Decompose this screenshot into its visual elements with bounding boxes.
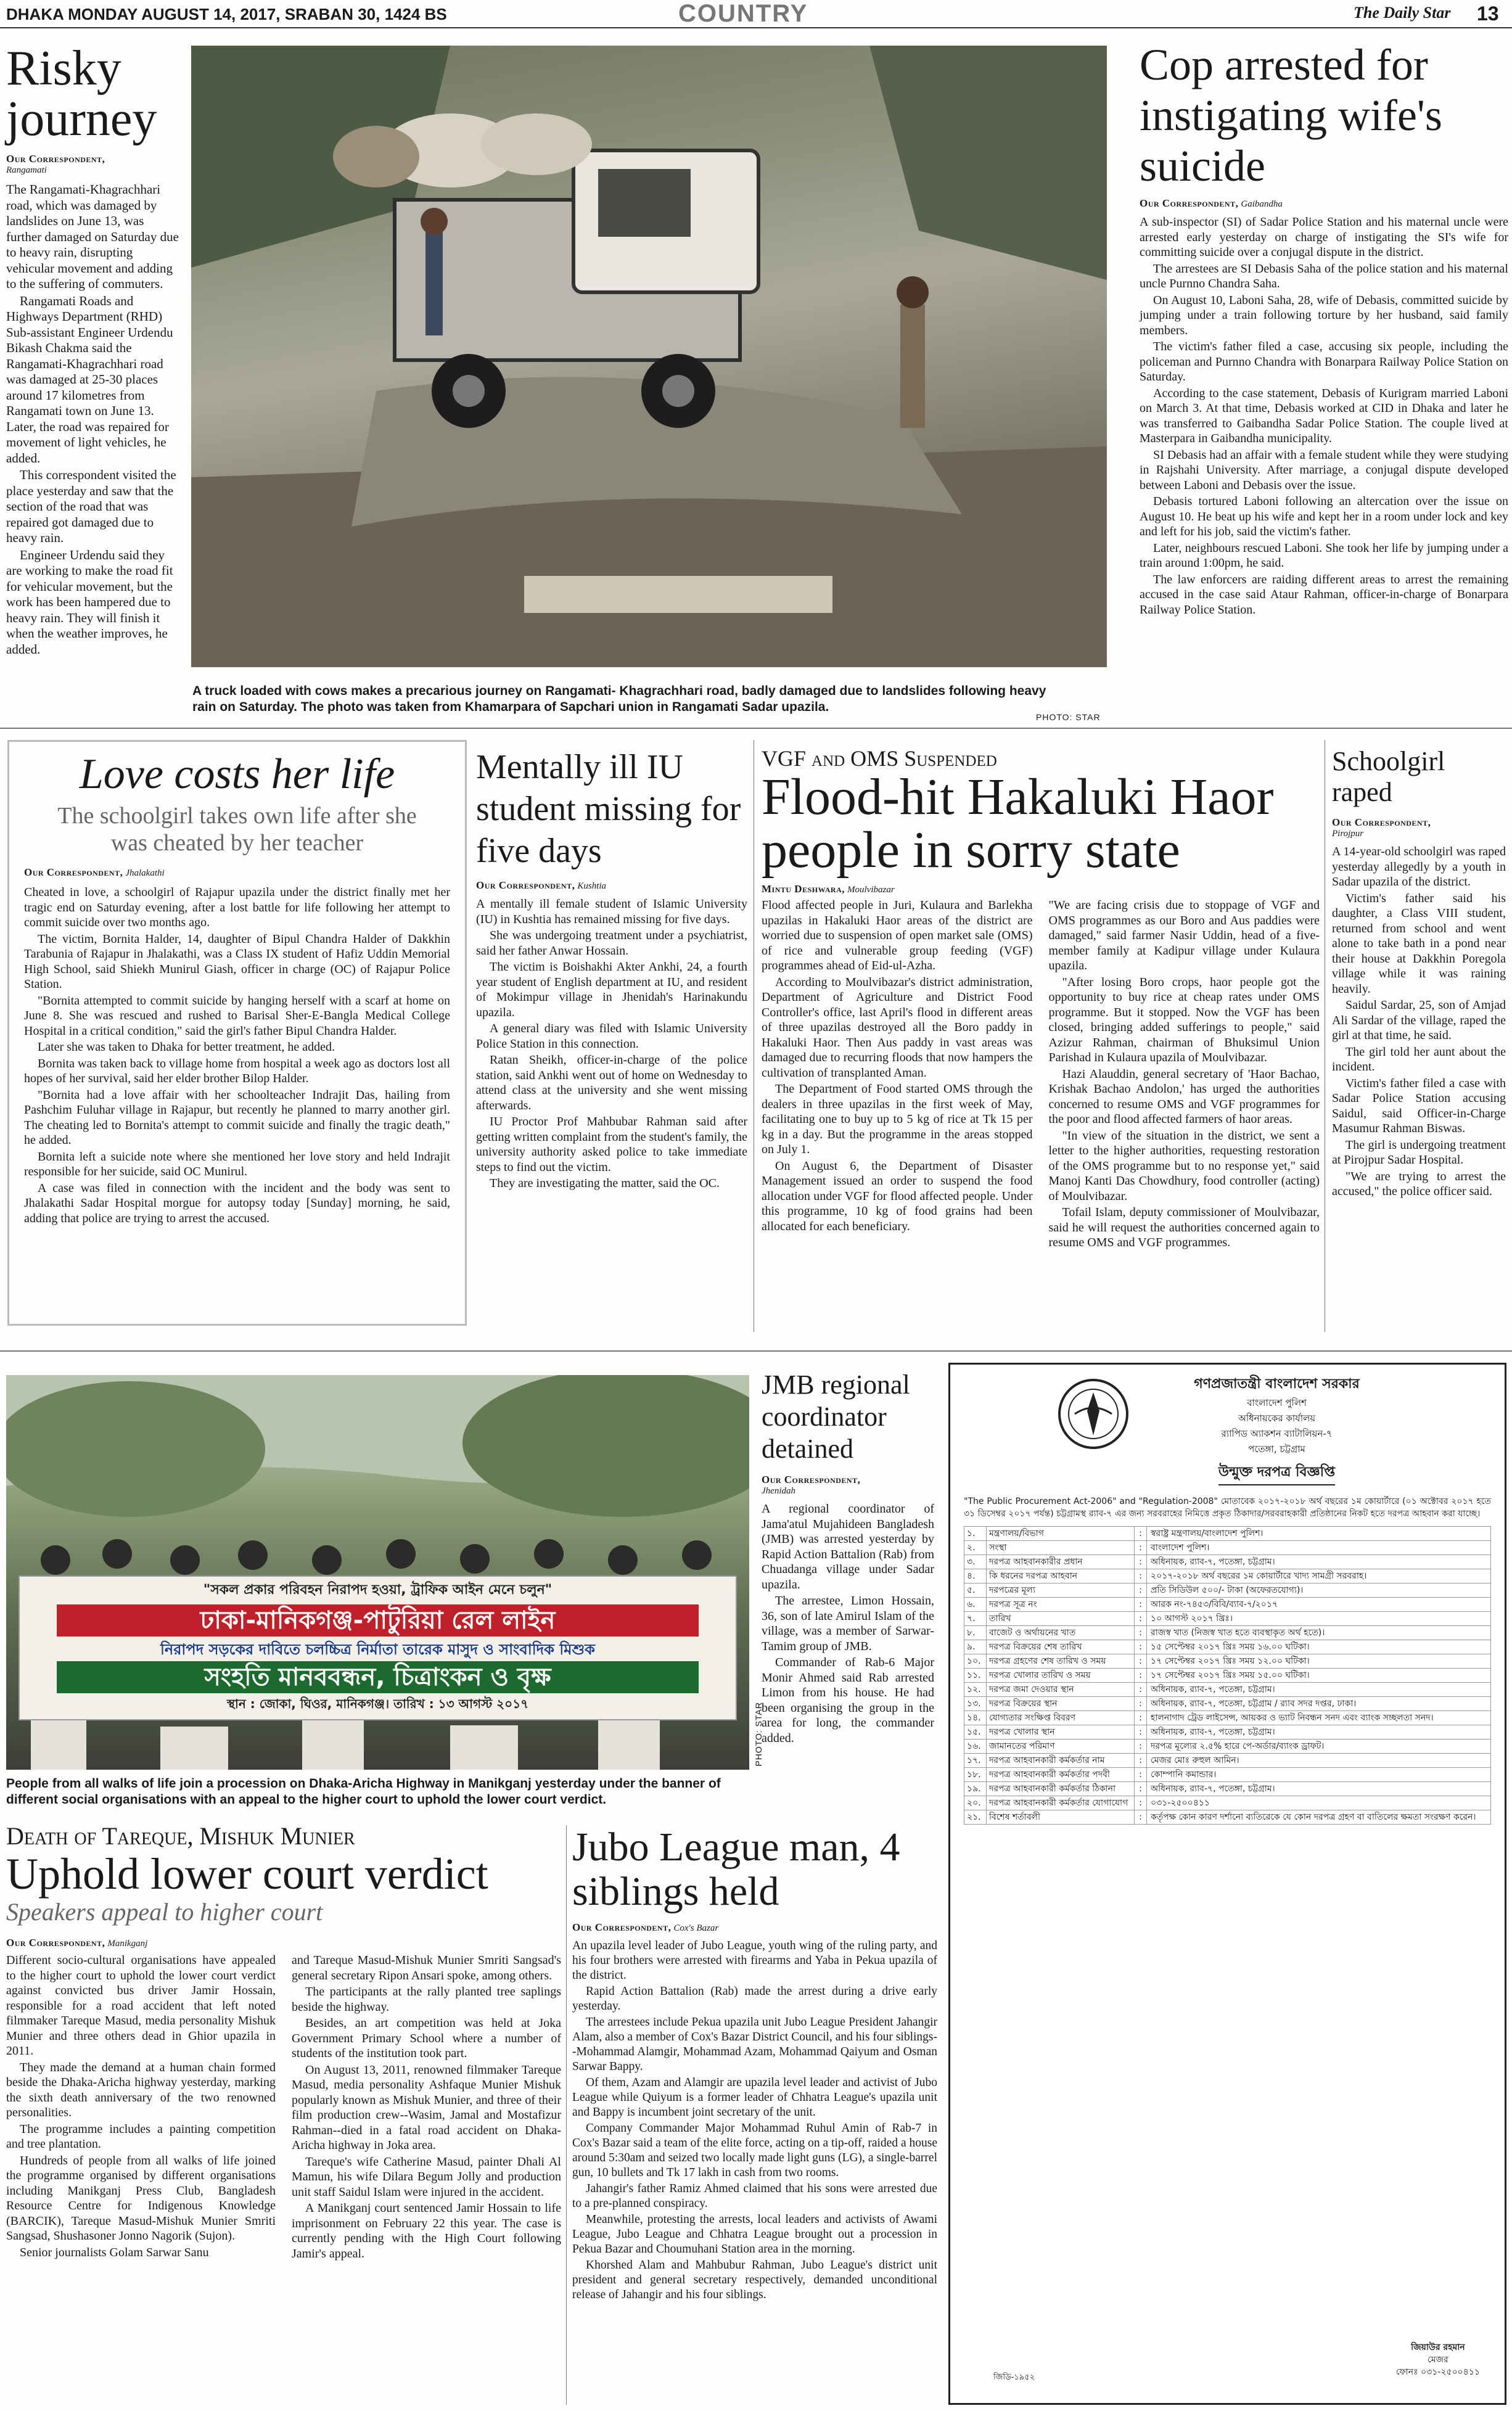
paragraph: Besides, an art competition was held at Joka Government Primary School where a number of students of the institution took part.	[292, 2016, 561, 2060]
paragraph: Ratan Sheikh, officer-in-charge of the police station, said Ankhi went out of home on Wednesday to attend class at the university and she went missing afterwards.	[476, 1053, 747, 1112]
risky-article	[6, 43, 182, 659]
paragraph: She was undergoing treatment under a psychiatrist, said her father Anwar Hossain.	[476, 929, 747, 958]
notice-intro: "The Public Procurement Act-2006" and "Regulation-2008" মোতাবেক ২০১৭-২০১৮ অর্থ বছরের ১ম কোয়ার্টারে (০১ অক্টোবর ২০১৭ হতে ৩১ ডিসেম্বর ২০১৭ পর্যন্ত) চট্টগ্রামস্থ র‌্যাব-৭ এর জন্য সরবরাহের নিমিত্তে প্রকৃত ঠিকাদার/সরবরাহকারী প্রতিষ্ঠানের নিকট হতে দরপত্র আহবান করা যাচ্ছে।	[964, 1497, 1491, 1519]
verdict-body-col2	[292, 1953, 561, 2262]
paper-name: The Daily Star	[1354, 4, 1451, 22]
jubo-body	[572, 1939, 937, 2302]
jubo-byline: Our Correspondent,	[572, 1921, 672, 1933]
jmb-article	[762, 1369, 934, 1747]
paragraph: An upazila level leader of Jubo League, youth wing of the ruling party, and his four brothers were arrested with firearms and Yaba in Pekua upazila of the district.	[572, 1939, 937, 1982]
truck-photo	[191, 46, 1107, 667]
table-row: ১৬. জামানতের পরিমাণ : দরপত্র মূল্যের ২.৫% হারে পে-অর্ডার/ব্যাংক ড্রাফট।	[964, 1739, 1490, 1754]
paragraph: Meanwhile, protesting the arrests, local leaders and activists of Awami League, Jubo League and Chhatra League brought out a procession in Pekua Bazar and Choumuhani Station area in the morning.	[572, 2213, 937, 2256]
schoolgirl-byline: Our Correspondent,	[1332, 816, 1431, 828]
schoolgirl-headline: Schoolgirl raped	[1332, 746, 1445, 807]
table-row: ১৯. দরপত্র আহবানকারী কর্মকর্তার ঠিকানা : অধিনায়ক, র‌্যাব-৭, পতেঙ্গা, চট্টগ্রাম।	[964, 1782, 1490, 1796]
paragraph: The Department of Food started OMS through the dealers in three upazilas in the first week of May, facilitating one to buy up to 5 kg of rice at Tk 15 per kg in a day. But the programme in the areas stopped on July 1.	[762, 1082, 1033, 1156]
verdict-kicker: Death of Tareque, Mishuk Munier	[6, 1822, 355, 1850]
risky-byline: Our Correspondent,	[6, 153, 105, 165]
divider	[566, 1825, 567, 2405]
paragraph: Victim's father said his daughter, a Class VIII student, returned from school and went alone to take bath in a pond near their house at Dakkhin Poregola village while it was raining heavily.	[1332, 891, 1506, 996]
jubo-article	[572, 1825, 937, 2304]
table-row: ৫. দরপত্রের মূল্য : প্রতি সিডিউল ৫০০/- টাকা (অফেরতযোগ্য)।	[964, 1583, 1490, 1598]
paragraph: A sub-inspector (SI) of Sadar Police Station and his maternal uncle were arrested early yesterday on charge of instigating the SI's wife for committing suicide over a conjugal dispute in the district.	[1140, 215, 1508, 259]
paragraph: On August 6, the Department of Disaster Management issued an order to suspend the food allocation under VGF for flood affected people. Under this programme, 10 kg of food grains had been allocated for each beneficiary.	[762, 1159, 1033, 1233]
paragraph: Cheated in love, a schoolgirl of Rajapur upazila under the district finally met her tragic end on Saturday evening, after a lost battle for life following her attempt to commit suicide over two months ago.	[24, 885, 450, 929]
paragraph: A case was filed in connection with the incident and the body was sent to Jhalakathi Sadar Hospital morgue for autopsy today [Sunday] morning, he said, adding that police are trying to arrest the accused.	[24, 1181, 450, 1225]
verdict-headline: Uphold lower court verdict	[6, 1849, 488, 1899]
table-row: ৩. দরপত্র আহবানকারীর প্রধান : অধিনায়ক, র‌্যাব-৭, পতেঙ্গা, চট্টগ্রাম।	[964, 1555, 1490, 1569]
table-row: ২. সংস্থা : বাংলাদেশ পুলিশ।	[964, 1541, 1490, 1555]
risky-headline: Risky journey	[6, 41, 157, 146]
truck-caption: A truck loaded with cows makes a precarious journey on Rangamati- Khagrachhari road, badly damaged due to landslides following heavy rain on Saturday. The photo was taken from Khamarpara of Sapchari union in Rangamati Sadar upazila.	[192, 684, 1046, 714]
procession-photo-credit: PHOTO: STAR	[754, 1702, 763, 1767]
haor-body-col2	[1049, 898, 1320, 1252]
masthead-dateline: DHAKA MONDAY AUGUST 14, 2017, SRABAN 30, 1424 BS	[6, 5, 447, 23]
paragraph: Company Commander Major Mohammad Ruhul Amin of Rab-7 in Cox's Bazar said a team of the elite force, acting on a tip-off, raided a house around 5:30am and seized two locally made light guns (LG), a single-barrel gun, 10 bullets and Tk 17 lakh in cash from two rooms.	[572, 2122, 937, 2179]
paragraph: The arrestees include Pekua upazila unit Jubo League President Jahangir Alam, also a member of Cox's Bazar District Council, and his four siblings--Mohammad Alamgir, Mohammad Azam, Mohammad Qaiyum and Osman Sarwar Bappy.	[572, 2016, 937, 2073]
paragraph: According to Moulvibazar's district administration, Department of Agriculture and District Food Controller's office, last April's flood in different areas of three upazilas destroyed all the Boro paddy in Hakaluki Haor. Then Aus paddy in vast areas was damaged due to recurring floods that now hampers the cultivation of transplanted Aman.	[762, 975, 1033, 1080]
section-title: COUNTRY	[678, 0, 808, 27]
paragraph: On August 10, Laboni Saha, 28, wife of Debasis, committed suicide by jumping under a train following torture by her husband, said family members.	[1140, 293, 1508, 337]
paragraph: Khorshed Alam and Mahbubur Rahman, Jubo League's district unit president and general secretary respectively, demanded unconditional release of Jahangir and his four siblings.	[572, 2259, 937, 2301]
paragraph: They are investigating the matter, said the OC.	[490, 1177, 720, 1190]
paragraph: Tofail Islam, deputy commissioner of Moulvibazar, said he will request the authorities concerned again to resume OMS and VGF programmes.	[1048, 1206, 1320, 1249]
table-row: ৯. দরপত্র বিক্রয়ের শেষ তারিখ : ১৫ সেপ্টেম্বর ২০১৭ খ্রিঃ সময় ১৬.০০ ঘটিকা।	[964, 1640, 1490, 1654]
verdict-article	[6, 1822, 561, 2262]
schoolgirl-body	[1332, 844, 1506, 1199]
love-dateline: Jhalakathi	[125, 868, 165, 878]
procession-caption: People from all walks of life join a procession on Dhaka-Aricha Highway in Manikganj yesterday under the banner of different social organisations with an appeal to the higher court to uphold the lower court verdict.	[6, 1776, 721, 1807]
love-headline: Love costs her life	[79, 750, 395, 798]
risky-dateline: Rangamati	[6, 165, 47, 175]
jmb-body	[762, 1501, 934, 1746]
truck-photo-credit: PHOTO: STAR	[1036, 712, 1101, 722]
paragraph: and Tareque Masud-Mishuk Munier Smriti Sangsad's general secretary Ripon Ansari spoke, among others.	[292, 1953, 561, 1982]
paragraph: Later, neighbours rescued Laboni. She took her life by jumping under a train around 1:00pm, he said.	[1140, 541, 1508, 570]
masthead	[0, 0, 1512, 28]
paragraph: On August 13, 2011, renowned filmmaker Tareque Masud, media personality Ashfaque Munier Mishuk popularly known as Mishuk Munier, and three of their film production crew--Wasim, Jamal and Mostafizur Rahman--died in a fatal road accident on Dhaka-Aricha highway in Joka area.	[292, 2063, 561, 2152]
paragraph: Engineer Urdendu said they are working to make the road fit for vehicular movement, but the work has been hampered due to heavy rain. They will finish it when the weather improves, he added.	[6, 547, 173, 657]
truck-scene-image	[191, 46, 1107, 667]
haor-kicker: VGF and OMS Suspended	[762, 746, 997, 771]
paragraph: IU Proctor Prof Mahbubar Rahman said after getting written complaint from the student's family, the university authority asked police to take immediate steps to find out the victim.	[476, 1115, 747, 1174]
paragraph: Hazi Alauddin, general secretary of 'Haor Bachao, Krishak Bachao Andolon,' has urged the authorities concerned to resume OMS and VGF programmes for the poor and flood affected farmers of haor areas.	[1048, 1067, 1320, 1126]
notice-govt: গণপ্রজাতন্ত্রী বাংলাদেশ সরকার	[1194, 1376, 1360, 1392]
paragraph: According to the case statement, Debasis of Kurigram married Laboni on March 3. At that time, Debasis worked at CID in Dhaka and later he was transferred to Gaibandha Sadar Police Station. The couple lived at Masterpara in Gaibandha municipality.	[1140, 386, 1508, 445]
table-row: ১৪. যোগ্যতার সংক্ষিপ্ত বিবরণ : হালনাগাদ ট্রেড লাইসেন্স, আয়কর ও ভ্যাট নিবন্ধন সনদ এবং ব্যাংক সচ্ছলতা সনদ।	[964, 1711, 1490, 1725]
verdict-body-col1	[6, 1953, 276, 2262]
paragraph: Commander of Rab-6 Major Monir Ahmed said Rab arrested Limon from his house. He had been organising the group in the area for long, the commander added.	[762, 1656, 934, 1745]
paragraph: They made the demand at a human chain formed beside the Dhaka-Aricha highway yesterday, marking the sixth death anniversary of the two renowned personalities.	[6, 2060, 276, 2119]
paragraph: Later she was taken to Dhaka for better treatment, he added.	[38, 1040, 335, 1054]
table-row: ৮. বাজেট ও অর্থায়নের খাত : রাজস্ব খাত (নিজস্ব খাত হতে ব্যবস্থাকৃত অর্থ হতে)।	[964, 1626, 1490, 1640]
verdict-dateline: Manikganj	[107, 1939, 148, 1949]
paragraph: Bornita left a suicide note where she mentioned her love story and held Indrajit responsible for her suicide, said OC Munirul.	[24, 1149, 450, 1178]
table-row: ১৩. দরপত্র বিক্রয়ের স্থান : অধিনায়ক, র‌্যাব-৭, পতেঙ্গা, চট্টগ্রাম / র‌্যাব সদর দপ্তর, ঢাকা।	[964, 1697, 1490, 1711]
paragraph: Of them, Azam and Alamgir are upazila level leader and activist of Jubo League while Quiyum is a former leader of Chhatra League's upazila unit and Bappy is incumbent joint secretary of the unit.	[572, 2076, 937, 2119]
table-row: ২০. দরপত্র আহবানকারী কর্মকর্তার যোগাযোগ : ০৩১-২৫০০৪১১	[964, 1796, 1490, 1810]
banner-line1: ঢাকা-মানিকগঞ্জ-পাটুরিয়া রেল লাইন	[57, 1604, 699, 1637]
table-row: ১৮. দরপত্র আহবানকারী কর্মকর্তার পদবী : কোম্পানি কমান্ডার।	[964, 1768, 1490, 1782]
signatory-name: জিয়াউর রহমান	[1411, 2343, 1465, 2352]
paragraph: "We are facing crisis due to stoppage of VGF and OMS programmes as our Boro and Aus paddies were damaged," said farmer Nasir Uddin, head of a five-member family at Kadipur village under Kulaura upazila.	[1048, 898, 1320, 972]
table-row: ১৫. দরপত্র খোলার স্থান : অধিনায়ক, র‌্যাব-৭, পতেঙ্গা, চট্টগ্রাম।	[964, 1725, 1490, 1739]
schoolgirl-article	[1332, 746, 1506, 1201]
paragraph: "Bornita attempted to commit suicide by hanging herself with a scarf at home on June 8. She was rescued and rushed to Barisal Sher-E-Bangla Medical College Hospital in a critical condition," said the girl's father Bipul Chandra Halder.	[24, 993, 450, 1038]
paragraph: A general diary was filed with Islamic University Police Station in this connection.	[476, 1022, 747, 1051]
jmb-headline: JMB regional coordinator detained	[762, 1370, 910, 1464]
paragraph: Tareque's wife Catherine Masud, painter Dhali Al Mamun, his wife Dilara Begum Jolly and production unit staff Saidul Islam were injured in the accident.	[292, 2154, 561, 2199]
table-row: ১৭. দরপত্র আহবানকারী কর্মকর্তার নাম : মেজর মোঃ রুহুল আমিন।	[964, 1754, 1490, 1768]
notice-signature	[1396, 2341, 1480, 2378]
banner-slogan: "সকল প্রকার পরিবহন নিরাপদ হওয়া, ট্রাফিক আইন মেনে চলুন"	[203, 1582, 553, 1598]
divider	[0, 1350, 1512, 1352]
iu-article	[476, 746, 747, 1193]
paragraph: "We are trying to arrest the accused," the police officer said.	[1332, 1169, 1506, 1198]
table-row: ৬. দরপত্র সূত্র নং : আরক নং-৭৪৫৩/বিবি/ব্যাব-৭/২০১৭	[964, 1598, 1490, 1612]
jmb-byline: Our Correspondent,	[762, 1474, 861, 1485]
tender-notice	[948, 1363, 1506, 2405]
paragraph: Flood affected people in Juri, Kulaura and Barlekha upazilas in Hakaluki Haor areas of the district are worried due to suspension of open market sale (OMS) of rice and vulnerable group feeding (VGF) programmes ahead of Eid-ul-Azha.	[762, 898, 1033, 972]
banner-line3: সংহতি মানববন্ধন, চিত্রাংকন ও বৃক্ষ	[57, 1661, 699, 1693]
love-article	[7, 740, 467, 1326]
paragraph: Rangamati Roads and Highways Department (RHD) Sub-assistant Engineer Urdendu Bikash Chakma said the Rangamati-Khagrachhari road was damaged at 25-30 places around 17 kilometres from Rangamati town on June 13. Later, the road was repaired for movement of light vehicles, he added.	[6, 293, 173, 466]
iu-body	[476, 897, 747, 1191]
paragraph: This correspondent visited the place yesterday and saw that the section of the road that was repaired got damaged due to heavy rain.	[6, 467, 176, 545]
iu-dateline: Kushtia	[577, 881, 607, 891]
paragraph: A Manikganj court sentenced Jamir Hossain to life imprisonment on February 22 this year. The case is currently pending with the High Court following Jamir's appeal.	[292, 2201, 561, 2261]
haor-byline: Mintu Deshwara,	[762, 883, 845, 895]
paragraph: Senior journalists Golam Sarwar Sanu	[20, 2245, 209, 2259]
notice-location: পতেঙ্গা, চট্টগ্রাম	[1248, 1444, 1305, 1455]
banner-line2: নিরাপদ সড়কের দাবিতে চলচ্চিত্র নির্মাতা তারেক মাসুদ ও সাংবাদিক মিশুক	[160, 1641, 595, 1658]
haor-article	[762, 746, 1320, 1252]
paragraph: The arrestees are SI Debasis Saha of the police station and his maternal uncle Purnno Chandra Saha.	[1140, 261, 1508, 290]
paragraph: The law enforcers are raiding different areas to arrest the remaining accused in the case said Ataur Rahman, officer-in-charge of Bonarpara Railway Police Station.	[1140, 572, 1508, 617]
jmb-dateline: Jhenidah	[762, 1486, 795, 1496]
notice-dept: বাংলাদেশ পুলিশ	[1247, 1397, 1307, 1408]
signatory-title: মেজর	[1428, 2355, 1448, 2365]
risky-body	[6, 182, 182, 657]
paragraph: Different socio-cultural organisations have appealed to the higher court to uphold the lower court verdict against convicted bus driver Jamir Hossain, responsible for a road accident that left noted filmmaker Tareque Masud, media personality Mishuk Munier and three others dead in Ghior upazila in 2011.	[6, 1953, 276, 2058]
haor-dateline: Moulvibazar	[847, 885, 895, 895]
paragraph: The programme includes a painting competition and tree plantation.	[6, 2122, 276, 2151]
paragraph: Rapid Action Battalion (Rab) made the arrest during a drive early yesterday.	[572, 1985, 937, 2013]
love-body	[24, 885, 450, 1226]
paragraph: Hundreds of people from all walks of life joined the programme organised by different organisations including Manikganj Press Club, Bangladesh Resource Centre for Indigenous Knowledge (BARCIK), Tareque Masud-Mishuk Munier Smriti Sangsad, Shushasoner Jonno Nagorik (Sujon).	[6, 2153, 276, 2243]
love-subhead: The schoolgirl takes own life after she was cheated by her teacher	[57, 803, 417, 856]
paragraph: Victim's father filed a case with Sadar Police Station accusing Saidul, said Officer-in-Charge Masumur Rahman Biswas.	[1332, 1076, 1506, 1135]
verdict-subhead: Speakers appeal to higher court	[6, 1898, 323, 1926]
paragraph: The participants at the rally planted tree saplings beside the highway.	[292, 1985, 561, 2014]
paragraph: A 14-year-old schoolgirl was raped yesterday allegedly by a youth in Sadar upazila of the district.	[1332, 845, 1506, 889]
cop-byline: Our Correspondent,	[1140, 197, 1239, 209]
notice-title: উন্মুক্ত দরপত্র বিজ্ঞপ্তি	[1218, 1461, 1335, 1485]
paragraph: The arrestee, Limon Hossain, 36, son of late Amirul Islam of the village, was a member of Sarwar-Tamim group of JMB.	[762, 1594, 934, 1653]
paragraph: SI Debasis had an affair with a female student while they were studying in Rajshahi University. After marriage, a conjugal dispute developed between Laboni and Debasis over the issue.	[1140, 448, 1508, 492]
cop-dateline: Gaibandha	[1241, 199, 1283, 209]
page-number: 13	[1477, 2, 1499, 25]
cop-body	[1140, 215, 1508, 617]
paragraph: Debasis tortured Laboni following an altercation over the issue on August 10. He beat up his wife and kept her in a room under lock and key and left for his job, said the victim's father.	[1140, 495, 1508, 538]
jubo-dateline: Cox's Bazar	[673, 1923, 719, 1933]
haor-headline: Flood-hit Hakaluki Haor people in sorry state	[762, 768, 1274, 879]
verdict-byline: Our Correspondent,	[6, 1937, 105, 1949]
divider	[0, 728, 1512, 729]
paragraph: Saidul Sardar, 25, son of Amjad Ali Sardar of the village, raped the girl at that time, he said.	[1332, 998, 1506, 1042]
paragraph: Bornita was taken back to village home from hospital a week ago as doctors lost all hopes of her survival, said her elder brother Bilop Halder.	[24, 1056, 450, 1085]
jubo-headline: Jubo League man, 4 siblings held	[572, 1825, 900, 1914]
notice-table	[964, 1526, 1491, 1825]
cop-article	[1140, 39, 1508, 618]
paragraph: Jahangir's father Ramiz Ahmed claimed that his sons were arrested due to a pre-planned conspiracy.	[572, 2182, 937, 2210]
table-row: ১১. দরপত্র খোলার তারিখ ও সময় : ১৭ সেপ্টেম্বর ২০১৭ খ্রিঃ সময় ১৫.০০ ঘটিকা।	[964, 1669, 1490, 1683]
paragraph: The girl told her aunt about the incident.	[1332, 1045, 1506, 1074]
cop-headline: Cop arrested for instigating wife's suicide	[1140, 40, 1442, 191]
iu-headline: Mentally ill IU student missing for five days	[476, 748, 741, 870]
paragraph: A mentally ill female student of Islamic University (IU) in Kushtia has remained missing for five days.	[476, 897, 747, 926]
paragraph: The Rangamati-Khagrachhari road, which was damaged by landslides on June 13, was further damaged on Saturday due to heavy rain, disrupting vehicular movement and adding to the suffering of commuters.	[6, 182, 179, 291]
table-row: ৪. কি ধরনের দরপত্র আহবান : ২০১৭-২০১৮ অর্থ বছরের ১ম কোয়ার্টারে খাদ্য সামগ্রী সরবরাহ।	[964, 1569, 1490, 1583]
paragraph: The girl is undergoing treatment at Pirojpur Sadar Hospital.	[1332, 1138, 1506, 1167]
paragraph: The victim, Bornita Halder, 14, daughter of Bipul Chandra Halder of Dakkhin Tarabunia of Rajapur in Jhalakathi, was a Class IX student of Hafiz Uddin Memorial High School, said Shiekh Munirul Giash, officer in charge (OC) of Rajapur Police Station.	[24, 932, 450, 991]
table-row: ১. মন্ত্রণালয়/বিভাগ : স্বরাষ্ট্র মন্ত্রণালয়/বাংলাদেশ পুলিশ।	[964, 1527, 1490, 1541]
protest-banner	[18, 1575, 737, 1720]
rab-emblem-icon	[1056, 1377, 1130, 1451]
table-row: ৭. তারিখ : ১০ আগস্ট ২০১৭ খ্রিঃ।	[964, 1612, 1490, 1626]
banner-line4: স্থান : জোকা, ঘিওর, মানিকগঞ্জ। তারিখ : ১৩ আগস্ট ২০১৭	[226, 1696, 529, 1711]
table-row: ১০. দরপত্র গ্রহণের শেষ তারিখ ও সময় : ১৭ সেপ্টেম্বর ২০১৭ খ্রিঃ সময় ১২.০০ ঘটিকা।	[964, 1654, 1490, 1669]
haor-body-col1	[762, 898, 1033, 1252]
table-row: ২১. বিশেষ শর্তাবলী : কর্তৃপক্ষ কোন কারণ দর্শানো ব্যতিরেকে যে কোন দরপত্র গ্রহণ বা বাতিলের ক্ষমতা সংরক্ষণ করেন।	[964, 1810, 1490, 1825]
schoolgirl-dateline: Pirojpur	[1332, 829, 1364, 839]
paragraph: The victim is Boishakhi Akter Ankhi, 24, a fourth year student of English department at IU, and resident of Mokimpur village in Jhenidah's Harinakundu upazila.	[476, 960, 747, 1019]
notice-office: অধিনায়কের কার্যালয়	[1238, 1413, 1316, 1424]
procession-photo	[6, 1375, 749, 1770]
paragraph: "After losing Boro crops, haor people got the opportunity to buy rice at cheap rates under OMS programme. But it stopped. Now the VGF has been closed, bringing added sufferings to people," said Azizur Rahman, chairman of Bhuksimul Union Parishad in Kulaura upazila of Moulvibazar.	[1048, 975, 1320, 1064]
love-byline: Our Correspondent,	[24, 866, 123, 878]
paragraph: "In view of the situation in the district, we sent a letter to the higher authorities, requesting restoration of the OMS programme but to no response yet," said Manoj Kanti Das Chowdhury, food controller (acting) of Moulvibazar.	[1048, 1128, 1320, 1203]
iu-byline: Our Correspondent,	[476, 879, 575, 891]
table-row: ১২. দরপত্র জমা দেওয়ার স্থান : অধিনায়ক, র‌্যাব-৭, পতেঙ্গা, চট্টগ্রাম।	[964, 1683, 1490, 1697]
paragraph: A regional coordinator of Jama'atul Mujahideen Bangladesh (JMB) was arrested yesterday by Rapid Action Battalion (Rab) from Chuadanga village under Sadar upazila.	[762, 1502, 934, 1592]
paragraph: The victim's father filed a case, accusing six people, including the policeman and Purnno Chandra with Bonarpara Railway Police Station on Saturday.	[1140, 340, 1508, 384]
signatory-phone: ফোনঃ ০৩১-২৫০০৪১১	[1395, 2367, 1480, 2377]
notice-ref: জিডি-১৯৫২	[993, 2373, 1035, 2382]
paragraph: "Bornita had a love affair with her schoolteacher Indrajit Das, hailing from Pashchim Fuluhar village in Rajapur, but recently he planned to marry another girl. The cheating led to Bornita's attempt to commit suicide and finally the tragic death," he added.	[24, 1088, 450, 1147]
notice-unit: র‌্যাপিড অ্যাকশন ব্যাটালিয়ন-৭	[1221, 1428, 1333, 1439]
